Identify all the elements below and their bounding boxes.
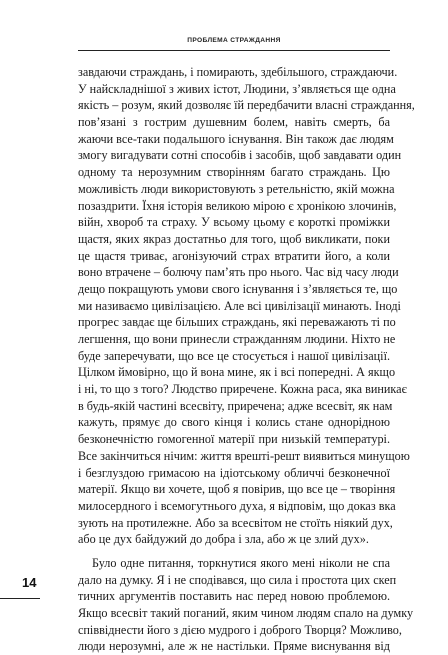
text-line: дещо покращують умови свого існування і з’являється те, що [78,281,398,296]
text-line: можливість люди використовують з ретельністю, якій можна [78,181,395,196]
paragraph-gap [78,548,390,555]
text-line: війн, хвороб та страху. У всьому цьому є короткі проміжки [78,215,390,230]
text-line: Все закінчиться нічим: життя врешті-решт виявиться минущою [78,448,410,463]
text-line: прогрес завдає ще більших страждань, які переважають ті по [78,315,396,330]
header-rule [78,50,390,51]
text-line: і безглуздою гримасою на ідіотському обличчі безконечної [78,465,390,480]
text-line: дало на думку. Я і не сподівався, що сила і простота цих скеп [78,572,397,587]
text-line: або це дух байдужий до добра і зла, або ж це злий дух». [78,532,369,547]
text-line: співвіднести його з дією мудрого і доброго Творця? Можливо, [78,622,402,637]
text-line: безконечністю гомогенної матерії при низькій температурі. [78,432,390,447]
running-header: ПРОБЛЕМА СТРАЖДАННЯ [187,37,281,44]
text-line: і ні, то що з того? Людство приречене. Кожна раса, яка виникає [78,382,407,397]
text-line: У найскладнішої з живих істот, Людини, з’являється ще одна [78,81,396,96]
text-line: буде заперечувати, що все це стосується і нашої цивілізації. [78,348,390,363]
text-line: воно втрачене – болючу пам’ять про нього. Час від часу люди [78,265,399,280]
text-line: милосердного і всемогутнього духа, я відповім, що доказ вка [78,498,396,513]
text-line: пов’язані з гострим душевним болем, навіть смерть, ба [78,115,390,130]
footer-rule [0,598,40,599]
text-line: в будь-якій частині всесвіту, приречена; адже всесвіт, як нам [78,398,393,413]
text-line: зують на протилежне. Або за всесвітом не стоїть ніякий дух, [78,515,393,530]
text-line: ми називаємо цивілізацією. Але всі цивілізації минають. Іноді [78,298,401,313]
text-line: легшення, що вони принесли стражданням людини. Ніхто не [78,332,396,346]
page-number: 14 [22,575,37,590]
text-line: Було одне питання, торкнутися якого мені ніколи не спа [92,555,390,570]
text-line: одному та нерозумним створінням багато страждань. Цю [78,165,390,180]
text-line: завдаючи страждань, і помирають, здебільшого, страждаючи. [78,65,398,79]
text-line: це щастя триває, агонізуючий страх втратити його, а коли [78,248,390,263]
text-line: якість – розум, який дозволяє їй передбачити власні страждання, [78,98,415,113]
text-line: жаючи все-таки подальшого існування. Він також дає людям [78,131,394,146]
text-line: Якщо всесвіт такий поганий, яким чином людям спало на думку [78,606,414,620]
text-line: люди нерозумні, але ж не настільки. Пряме виснування від [78,639,390,654]
body-text [78,64,415,655]
text-line: тичних аргументів поставить нас перед новою проблемою. [78,589,390,604]
text-line: змогу вигадувати сотні способів і засобів, щоб завдавати один [78,148,402,163]
text-line: позаздрити. Їхня історія великою мірою є хронікою злочинів, [78,198,397,213]
text-line: щастя, яких якраз достатньо для того, щоб викликати, поки [78,231,390,246]
text-line: матерії. Якщо ви хочете, щоб я повірив, що все це – творіння [78,482,396,497]
text-line: кажуть, прямує до свого кінця і колись стане однорідною [78,415,390,430]
text-line: Цілком ймовірно, що й вона мине, як і всі попередні. А якщо [78,365,396,380]
